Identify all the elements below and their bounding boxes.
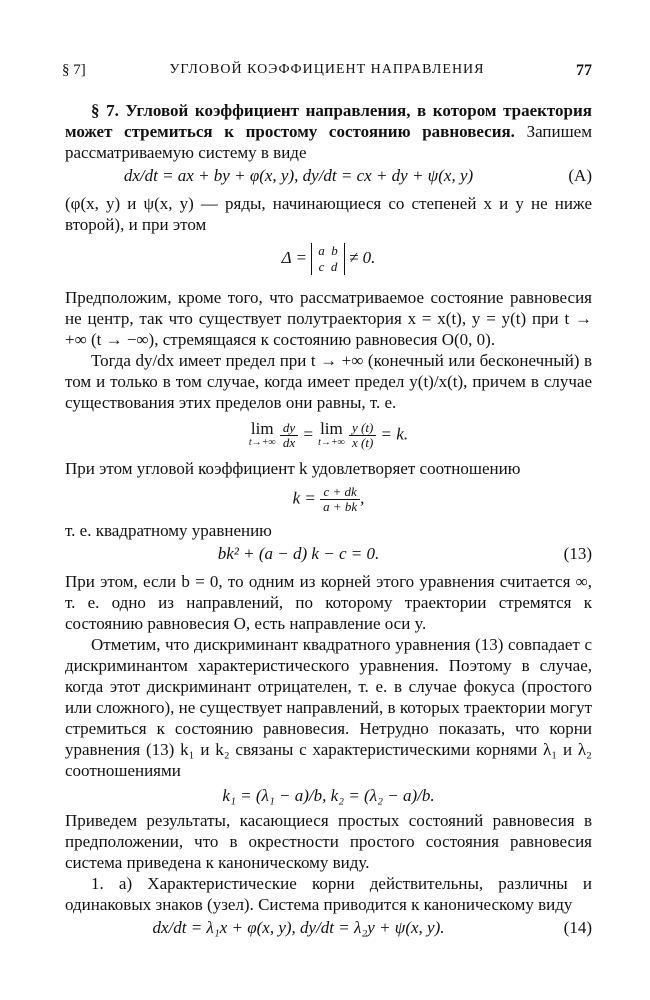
determinant — [311, 243, 345, 275]
det-a: a — [318, 243, 325, 258]
lim-sub-1: t→+∞ — [248, 436, 276, 448]
equation-k-roots: k₁ = (λ₁ − a)/b, k₂ = (λ₂ − a)/b. — [222, 786, 435, 805]
paragraph-2: Предположим, кроме того, что рассматриваемое состояние равновесия не центр, так что существует полутраектория x = x(t), y = y(t) при t → +∞ (t → −∞), стремящаяся к состоянию равновесия O(0, 0). — [65, 288, 592, 349]
paragraph-series-note: (φ(x, y) и ψ(x, y) — ряды, начинающиеся со степеней x и y не ниже второй), и при этом — [65, 194, 592, 234]
header-section: § 7] — [62, 62, 86, 78]
lim-word-1: lim — [250, 418, 274, 438]
frac2-den: x (t) — [352, 435, 374, 450]
page-number: 77 — [576, 62, 592, 79]
equation-13-body: bk² + (a − d) k − c = 0. — [217, 544, 380, 563]
delta-rhs: ≠ 0. — [349, 247, 376, 267]
k-lhs: k = — [292, 488, 316, 508]
paragraph-4: При этом угловой коэффициент k удовлетворяет соотношению — [65, 459, 521, 478]
fraction-dy-dx — [280, 421, 298, 450]
equation-14-body: dx/dt = λ₁x + φ(x, y), dy/dt = λ₂y + ψ(x, y). — [152, 918, 445, 937]
k-formula — [65, 485, 592, 514]
k-den: a + bk — [323, 499, 358, 514]
det-d: d — [330, 259, 338, 274]
k-comma: , — [360, 488, 365, 508]
equation-a-label: (A) — [568, 166, 592, 185]
page-body — [65, 100, 592, 945]
equation-a-body: dx/dt = ax + by + φ(x, y), dy/dt = cx + dy + ψ(x, y) — [123, 166, 474, 185]
equation-a — [65, 165, 592, 191]
paragraph-3: Тогда dy/dx имеет предел при t → +∞ (конечный или бесконечный) в том и только в том случае, когда имеет предел y(t)/x(t), причем в случае существования этих пределов они равны, т. е. — [65, 351, 592, 412]
delta-lhs: Δ = — [281, 247, 308, 267]
det-b: b — [331, 243, 338, 258]
fraction-y-x — [349, 421, 376, 450]
paragraph-intro — [65, 100, 592, 163]
frac1-num: dy — [280, 421, 298, 436]
limit-formula — [65, 418, 592, 450]
limit-1 — [248, 418, 276, 450]
paragraph-9: 1. а) Характеристические корни действительны, различны и одинаковых знаков (узел). Система приводится к каноническому виду — [65, 874, 592, 914]
lim-word-2: lim — [320, 418, 343, 438]
equation-13-label: (13) — [563, 544, 592, 563]
det-c: c — [318, 259, 325, 274]
equation-13 — [65, 543, 592, 569]
running-header — [62, 62, 592, 86]
lim-sub-2: t→+∞ — [318, 436, 345, 448]
fraction-k — [320, 485, 360, 514]
intro-text: Запишем рассматриваемую систему в виде — [65, 122, 592, 162]
lim-eq: = — [302, 424, 314, 444]
limit-2 — [318, 418, 345, 450]
paragraph-8: Приведем результаты, касающиеся простых состояний равновесия в предположении, что в окрестности простого состояния равновесия система приведена к каноническому виду. — [65, 811, 592, 872]
k-num: c + dk — [320, 485, 360, 500]
paragraph-6: При этом, если b = 0, то одним из корней этого уравнения считается ∞, т. е. одно из направлений, по которому траектории стремятся к состоянию равновесия O, есть направление оси y. — [65, 572, 592, 633]
frac2-num: y (t) — [349, 421, 376, 436]
lim-rhs: = k. — [380, 424, 409, 444]
frac1-den: dx — [282, 435, 296, 450]
section-title: § 7. Угловой коэффициент направления, в котором траектория может стремиться к простому состоянию равновесия. — [65, 101, 592, 141]
paragraph-7: Отметим, что дискриминант квадратного уравнения (13) совпадает с дискриминантом характеристического уравнения. Поэтому в случае, когда этот дискриминант отрицателен, т. е. в случае фокуса (простого или сложного), не существует направлений, в которых траектории могут стремиться к состоянию равновесия. Нетрудно показать, что корни уравнения (13) k₁ и k₂ связаны с характеристическими корнями λ₁ и λ₂ соотношениями — [65, 635, 592, 780]
paragraph-5: т. е. квадратному уравнению — [65, 521, 272, 540]
header-title: УГЛОВОЙ КОЭФФИЦИЕНТ НАПРАВЛЕНИЯ — [169, 62, 485, 77]
equation-14-label: (14) — [563, 918, 592, 937]
determinant-formula — [65, 243, 592, 275]
equation-14 — [65, 917, 592, 943]
